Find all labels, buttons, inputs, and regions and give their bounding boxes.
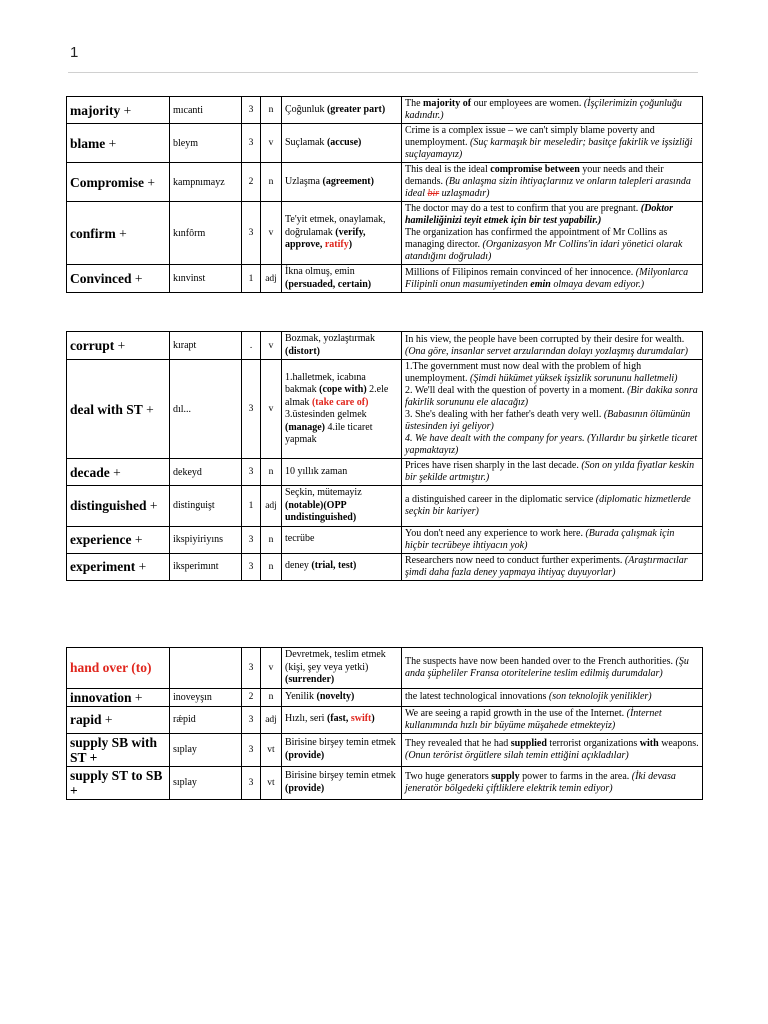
text-run: Researchers now need to conduct further experiments.: [405, 554, 625, 566]
pronunciation: kınvinst: [170, 265, 242, 293]
pronunciation: bleym: [170, 124, 242, 163]
example-sentence: [402, 733, 703, 766]
example-line: [405, 361, 699, 385]
example-sentence: [402, 202, 703, 265]
text-run: In his view, the people have been corrupted by their desire for wealth.: [405, 333, 685, 345]
vocab-table-1: [66, 96, 703, 293]
headword-text: supply: [70, 734, 109, 750]
translation: [282, 486, 402, 527]
text-run: (Burada çalışmak için hiçbir tecrübeye ihtiyacın yok): [405, 527, 675, 551]
table-row: [67, 553, 703, 580]
headword: [67, 733, 170, 766]
text-run: ): [348, 239, 353, 251]
text-run: (İki devasa jeneratör bölgedeki çiftliklere elektrik temin ediyor): [405, 770, 676, 794]
text-run: Te'yit etmek, onaylamak, doğrulamak: [285, 214, 386, 238]
text-run: ratify: [324, 239, 349, 251]
pronunciation: kınfôrm: [170, 202, 242, 265]
text-run: (trial, test): [311, 560, 357, 572]
headword: [67, 332, 170, 360]
example-sentence: [402, 97, 703, 124]
pronunciation: kampnımayz: [170, 163, 242, 202]
headword-suffix: +: [105, 135, 117, 151]
example-sentence: [402, 265, 703, 293]
text-run: You don't need any experience to work here.: [405, 527, 586, 539]
headword-text: confirm: [70, 225, 116, 241]
headword-suffix: +: [135, 559, 147, 574]
translation: [282, 459, 402, 486]
headword-text: deal with ST: [70, 401, 143, 417]
headword: [67, 360, 170, 459]
table-row: [67, 459, 703, 486]
example-line: [405, 125, 699, 161]
text-run: terrorist organizations: [546, 737, 640, 749]
text-run: (cope with): [319, 384, 367, 395]
text-run: (provide): [285, 782, 325, 794]
part-of-speech: adj: [261, 265, 282, 293]
text-run: 2. We'll deal with the question of poverty in a moment.: [405, 385, 628, 396]
example-sentence: [402, 163, 703, 202]
example-sentence: [402, 459, 703, 486]
frequency-level: .: [242, 332, 261, 360]
frequency-level: 3: [242, 360, 261, 459]
text-run: (fast,: [326, 713, 351, 725]
headword-suffix: +: [120, 102, 132, 118]
headword-text: Compromise: [70, 174, 144, 190]
text-run: 1.halletmek, icabına bakmak: [285, 371, 366, 395]
text-run: (Şu anda şüpheliler Fransa otoritelerine teslim edilmiş durumdalar): [405, 655, 689, 679]
pronunciation: mıcanti: [170, 97, 242, 124]
headword: [67, 97, 170, 124]
text-run: Crime is a complex issue – we can't simply blame poverty and unemployment.: [405, 125, 655, 148]
part-of-speech: n: [261, 526, 282, 553]
headword-suffix: +: [144, 174, 155, 190]
text-run: (Bu anlaşma sizin ihtiyaçlarınız ve onların talepleri arasında ideal: [405, 176, 691, 199]
example-sentence: [402, 332, 703, 360]
part-of-speech: vt: [261, 766, 282, 799]
text-run: The organization has confirmed the appointment of Mr Collins as managing director.: [405, 227, 668, 250]
table-row: [67, 332, 703, 360]
text-run: the latest technological innovations: [405, 691, 549, 702]
headword: [67, 648, 170, 689]
text-run: a distinguished career in the diplomatic service: [405, 493, 596, 505]
headword: [67, 202, 170, 265]
headword-suffix: +: [115, 225, 127, 241]
headword-text: distinguished: [70, 498, 147, 514]
example-line: [405, 460, 699, 484]
table-row: [67, 202, 703, 265]
text-run: Yenilik: [285, 690, 317, 702]
headword-text: experience: [70, 532, 132, 547]
translation: [282, 97, 402, 124]
text-run: supplied: [510, 737, 547, 749]
pronunciation: iksperimınt: [170, 553, 242, 580]
translation: [282, 360, 402, 459]
headword-suffix: SB with ST +: [70, 734, 158, 765]
example-line: [405, 494, 699, 518]
headword-suffix: +: [109, 464, 121, 480]
frequency-level: 1: [242, 486, 261, 527]
table-row: [67, 648, 703, 689]
text-run: Millions of Filipinos remain convinced of her innocence.: [405, 266, 636, 278]
text-run: (surrender): [285, 674, 335, 685]
text-run: weapons.: [658, 737, 699, 749]
text-run: (take care of): [311, 396, 369, 408]
frequency-level: 2: [242, 688, 261, 706]
pronunciation: dıl...: [170, 360, 242, 459]
pronunciation: sıplay: [170, 766, 242, 799]
headword-text: decade: [70, 464, 110, 480]
pronunciation: dekeyd: [170, 459, 242, 486]
headword-suffix: +: [101, 712, 113, 727]
headword-text: corrupt: [70, 338, 115, 353]
text-run: (Organizasyon Mr Collins'in idari yönetici olarak atandığını doğruladı): [405, 239, 683, 262]
text-run: (Onun terörist örgütlere silah temin ettiğini açıkladılar): [405, 749, 629, 761]
part-of-speech: v: [261, 648, 282, 689]
example-line: [405, 528, 699, 552]
pronunciation: sıplay: [170, 733, 242, 766]
headword-text: blame: [70, 135, 106, 151]
example-line: [405, 738, 699, 762]
table-row: [67, 733, 703, 766]
part-of-speech: v: [261, 360, 282, 459]
translation: [282, 553, 402, 580]
translation: [282, 733, 402, 766]
text-run: with: [639, 737, 659, 749]
text-run: (manage): [285, 421, 325, 433]
headword-text: rapid: [70, 712, 102, 727]
translation: [282, 124, 402, 163]
example-line: [405, 227, 699, 263]
text-run: Birisine birşey temin etmek: [285, 770, 396, 781]
headword-text: hand over (to): [70, 660, 152, 676]
table-row: [67, 265, 703, 293]
text-run: They revealed that he had: [405, 737, 511, 749]
example-sentence: [402, 526, 703, 553]
text-run: (verify, approve,: [285, 226, 366, 251]
text-run: 4. We have dealt with the company for years. (Yıllardır bu şirketle ticaret yapmaktayız): [405, 433, 698, 456]
table-row: [67, 706, 703, 733]
text-run: (Şimdi hükümet yüksek işsizlik sorununu halletmeli): [470, 373, 678, 384]
translation: [282, 332, 402, 360]
text-run: Seçkin, mütemayiz: [285, 487, 362, 498]
translation: [282, 648, 402, 689]
translation: [282, 766, 402, 799]
text-run: 3. She's dealing with her father's death very well.: [405, 409, 604, 420]
text-run: Uzlaşma: [285, 175, 323, 187]
example-sentence: [402, 648, 703, 689]
frequency-level: 3: [242, 706, 261, 733]
text-run: (greater part): [326, 103, 386, 115]
part-of-speech: n: [261, 553, 282, 580]
headword-text: innovation: [70, 689, 132, 705]
pronunciation: ikspiyiriyıns: [170, 526, 242, 553]
text-run: (diplomatic hizmetlerde seçkin bir kariyer): [405, 493, 691, 517]
text-run: tecrübe: [285, 533, 315, 545]
text-run: (agreement): [322, 175, 374, 187]
frequency-level: 3: [242, 526, 261, 553]
translation: [282, 526, 402, 553]
text-run: The doctor may do a test to confirm that you are pregnant.: [405, 203, 641, 214]
example-line: [405, 98, 699, 122]
table-row: [67, 688, 703, 706]
headword-suffix: +: [142, 401, 154, 417]
example-sentence: [402, 553, 703, 580]
text-run: 1.The government must now deal with the problem of high unemployment.: [405, 361, 642, 384]
text-run: The: [405, 98, 424, 109]
example-line: [405, 334, 699, 358]
example-sentence: [402, 360, 703, 459]
table-row: [67, 97, 703, 124]
vocab-table-3: [66, 647, 703, 800]
example-line: [405, 555, 699, 579]
example-line: [405, 164, 699, 200]
headword: [67, 553, 170, 580]
example-line: [405, 267, 699, 291]
table-row: [67, 766, 703, 799]
pronunciation: inoveyşın: [170, 688, 242, 706]
text-run: power to farms in the area.: [519, 770, 632, 782]
headword: [67, 124, 170, 163]
headword: [67, 706, 170, 733]
example-line: [405, 385, 699, 409]
table-row: [67, 163, 703, 202]
text-run: (İşçilerimizin çoğunluğu kadındır.): [405, 98, 682, 121]
text-run: Devretmek, teslim etmek (kişi, şey veya yetki): [285, 649, 386, 673]
text-run: (Doktor hamileliğinizi teyit etmek için bir test yapabilir.): [405, 203, 673, 226]
text-run: İkna olmuş, emin: [285, 266, 355, 277]
frequency-level: 2: [242, 163, 261, 202]
frequency-level: 3: [242, 97, 261, 124]
part-of-speech: vt: [261, 733, 282, 766]
text-run: (notable)(OPP undistinguished): [285, 499, 357, 523]
table-row: [67, 124, 703, 163]
part-of-speech: adj: [261, 706, 282, 733]
example-line: [405, 708, 699, 732]
example-line: [405, 656, 699, 680]
frequency-level: 3: [242, 648, 261, 689]
frequency-level: 3: [242, 124, 261, 163]
headword: [67, 688, 170, 706]
headword-text: supply: [70, 767, 109, 783]
header-divider: [68, 72, 698, 73]
text-run: We are seeing a rapid growth in the use of the Internet.: [405, 707, 627, 719]
translation: [282, 265, 402, 293]
headword-suffix: +: [114, 338, 126, 353]
text-run: 4.ile ticaret yapmak: [285, 421, 373, 445]
translation: [282, 706, 402, 733]
frequency-level: 3: [242, 766, 261, 799]
text-run: olmaya devam ediyor.): [550, 278, 645, 290]
text-run: (Suç karmaşık bir meseledir; basitçe fakirlik ve işsizliği suçlayamayız): [405, 137, 693, 160]
text-run: supply: [491, 770, 520, 782]
example-sentence: [402, 766, 703, 799]
table-row: [67, 526, 703, 553]
part-of-speech: n: [261, 688, 282, 706]
text-run: your needs and their demands.: [405, 164, 664, 187]
text-run: (persuaded, certain): [285, 278, 372, 290]
headword: [67, 526, 170, 553]
frequency-level: 1: [242, 265, 261, 293]
text-run: (Son on yılda fiyatlar keskin bir şekilde artmıştır.): [405, 460, 695, 483]
headword-text: majority: [70, 102, 121, 118]
part-of-speech: adj: [261, 486, 282, 527]
frequency-level: 3: [242, 553, 261, 580]
text-run: 10 yıllık zaman: [285, 465, 348, 477]
part-of-speech: n: [261, 163, 282, 202]
pronunciation: kırapt: [170, 332, 242, 360]
text-run: (Bir dakika sonra fakirlik sorununu ele alacağız): [405, 385, 698, 408]
text-run: swift: [350, 713, 372, 725]
text-run: Hızlı, seri: [285, 713, 327, 725]
text-run: ): [371, 713, 375, 725]
text-run: majority of: [423, 98, 472, 109]
text-run: (İnternet kullanımında hızlı bir büyüme müşahede etmekteyiz): [405, 707, 662, 731]
headword: [67, 486, 170, 527]
text-run: bir: [427, 188, 440, 199]
text-run: (Araştırmacılar şimdi daha fazla deney yapmaya ihtiyaç duyuyorlar): [405, 554, 688, 578]
text-run: uzlaşmadır): [439, 188, 490, 199]
vocab-table-2: [66, 331, 703, 581]
headword: [67, 766, 170, 799]
headword-text: experiment: [70, 559, 136, 574]
example-line: [405, 771, 699, 795]
translation: [282, 163, 402, 202]
part-of-speech: n: [261, 97, 282, 124]
text-run: (novelty): [316, 690, 355, 702]
text-run: 2.ele almak: [285, 384, 389, 408]
text-run: (Ona göre, insanlar servet arzularından dolayı yozlaşmış durumdalar): [405, 345, 688, 357]
example-line: [405, 691, 699, 703]
frequency-level: 3: [242, 459, 261, 486]
text-run: Two huge generators: [405, 770, 492, 782]
headword: [67, 459, 170, 486]
pronunciation: distinguişt: [170, 486, 242, 527]
text-run: (Babasının ölümünün üstesinden iyi geliyor): [405, 409, 691, 432]
pronunciation: [170, 648, 242, 689]
frequency-level: 3: [242, 733, 261, 766]
table-row: [67, 486, 703, 527]
headword-suffix: +: [146, 498, 158, 514]
text-run: deney: [285, 560, 312, 572]
translation: [282, 688, 402, 706]
text-run: (son teknolojik yenilikler): [548, 691, 652, 702]
part-of-speech: v: [261, 332, 282, 360]
text-run: Birisine birşey temin etmek: [285, 737, 396, 748]
headword-suffix: +: [131, 271, 143, 286]
part-of-speech: v: [261, 202, 282, 265]
text-run: Prices have risen sharply in the last decade.: [405, 460, 582, 471]
part-of-speech: v: [261, 124, 282, 163]
text-run: (distort): [285, 345, 320, 357]
text-run: This deal is the ideal: [405, 164, 491, 175]
example-sentence: [402, 706, 703, 733]
example-sentence: [402, 124, 703, 163]
text-run: (provide): [285, 749, 325, 761]
headword: [67, 265, 170, 293]
headword: [67, 163, 170, 202]
example-line: [405, 203, 699, 227]
text-run: our employees are women.: [471, 98, 584, 109]
pronunciation: rǽpid: [170, 706, 242, 733]
headword-suffix: +: [131, 689, 143, 705]
text-run: The suspects have now been handed over to the French authorities.: [405, 655, 676, 667]
text-run: (Milyonlarca Filipinli onun masumiyetinden: [405, 266, 689, 290]
text-run: Suçlamak: [285, 136, 327, 148]
translation: [282, 202, 402, 265]
text-run: Çoğunluk: [285, 103, 327, 115]
text-run: (accuse): [326, 136, 362, 148]
text-run: compromise between: [490, 164, 580, 175]
table-row: [67, 360, 703, 459]
text-run: Bozmak, yozlaştırmak: [285, 333, 375, 344]
frequency-level: 3: [242, 202, 261, 265]
headword-text: Convinced: [70, 271, 132, 286]
part-of-speech: n: [261, 459, 282, 486]
headword-suffix: +: [131, 532, 143, 547]
text-run: emin: [530, 278, 551, 290]
example-line: [405, 433, 699, 457]
headword-suffix: ST to SB +: [70, 767, 163, 798]
example-line: [405, 409, 699, 433]
example-sentence: [402, 486, 703, 527]
text-run: 3.üstesinden gelmek: [285, 409, 367, 420]
example-sentence: [402, 688, 703, 706]
page-number: 1: [70, 44, 79, 61]
